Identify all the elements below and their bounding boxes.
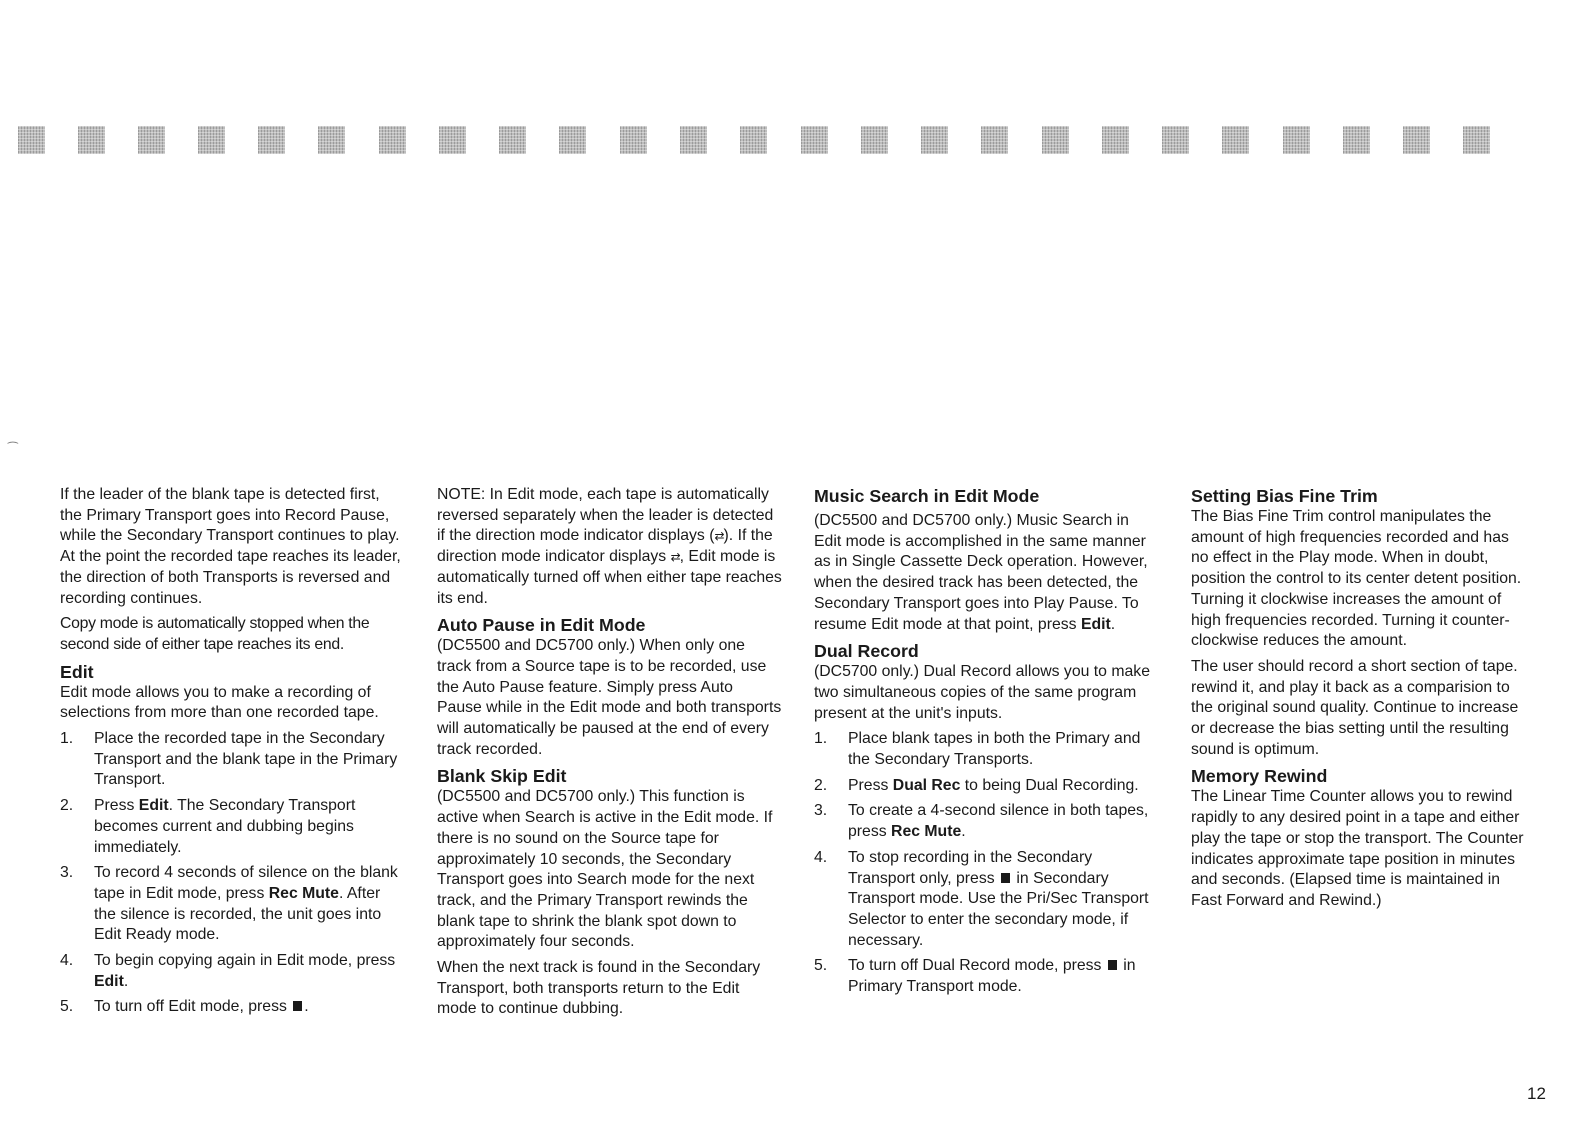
decor-square bbox=[740, 126, 767, 154]
decor-square bbox=[559, 126, 586, 154]
decor-square bbox=[499, 126, 526, 154]
music-search-paragraph bbox=[814, 511, 1159, 635]
column-3 bbox=[814, 485, 1159, 1003]
step-text: To turn off Edit mode, press bbox=[94, 998, 292, 1016]
decor-square bbox=[1162, 126, 1189, 154]
edit-key-label: Edit bbox=[138, 797, 169, 815]
memory-rewind-heading: Memory Rewind bbox=[1191, 766, 1328, 787]
step-text: . After the silence is recorded, the unit goes into Edit Ready mode. bbox=[94, 884, 382, 944]
decor-square bbox=[801, 126, 828, 154]
decor-square bbox=[861, 126, 888, 154]
rec-mute-key-label: Rec Mute bbox=[268, 884, 339, 902]
step-number: 4. bbox=[60, 952, 74, 970]
list-item bbox=[60, 729, 405, 791]
list-item bbox=[60, 863, 405, 946]
edit-heading: Edit bbox=[60, 661, 94, 682]
decor-square bbox=[1283, 126, 1310, 154]
column-1 bbox=[60, 485, 405, 1023]
blank-skip-paragraph-2: When the next track is found in the Secondary Transport, both transports return to the Edit mode to continue dubbing. bbox=[437, 959, 761, 1018]
step-text: in Primary Transport mode. bbox=[848, 957, 1136, 996]
column-4 bbox=[1191, 485, 1526, 917]
dual-record-heading: Dual Record bbox=[814, 641, 919, 662]
step-text: To stop recording in the Secondary Transport only, press bbox=[848, 848, 1093, 887]
decor-square bbox=[198, 126, 225, 154]
step-text: To create a 4-second silence in both tapes, press bbox=[848, 802, 1149, 841]
stop-icon bbox=[1108, 960, 1117, 970]
decor-square bbox=[138, 126, 165, 154]
dual-record-steps-list bbox=[814, 729, 1159, 997]
header-square-strip bbox=[0, 0, 1571, 160]
list-item bbox=[60, 796, 405, 858]
decor-square bbox=[379, 126, 406, 154]
step-text: To turn off Dual Record mode, press bbox=[848, 957, 1106, 975]
decor-square bbox=[1343, 126, 1370, 154]
decor-square bbox=[258, 126, 285, 154]
step-number: 3. bbox=[60, 864, 74, 882]
music-search-text: (DC5500 and DC5700 only.) Music Search in Edit mode is accomplished in the same manner as in Single Cassette Deck operation. However, when the desired track has been detected, the Secondary Transport goes into Play Pause. To resume Edit mode at that point, press bbox=[814, 512, 1148, 633]
auto-pause-heading: Auto Pause in Edit Mode bbox=[437, 615, 646, 636]
decor-square bbox=[1463, 126, 1490, 154]
scan-mark: ⁀ bbox=[8, 442, 18, 456]
step-text: . bbox=[123, 972, 129, 990]
step-text: To record 4 seconds of silence on the blank tape in Edit mode, press bbox=[94, 864, 398, 902]
note-text: ). If the direction mode indicator displays bbox=[437, 527, 773, 566]
step-text: . bbox=[304, 998, 309, 1016]
edit-key-label: Edit bbox=[94, 972, 124, 990]
blank-skip-paragraph: (DC5500 and DC5700 only.) This function is active when Search is active in the Edit mode. If there is no sound on the Source tape for approximately 10 seconds, the Secondary Transport goes into Search mode for the next track, and the Primary Transport rewinds the blank tape to shrink the blank spot down to approximately four seconds. bbox=[437, 788, 773, 951]
edit-steps-list bbox=[60, 729, 405, 1018]
dual-record-paragraph: (DC5700 only.) Dual Record allows you to make two simultaneous copies of the same program present at the unit's inputs. bbox=[814, 663, 1150, 722]
decor-square bbox=[1042, 126, 1069, 154]
bias-fine-trim-paragraph: The Bias Fine Trim control manipulates the amount of high frequencies recorded and has no effect in the Play mode. When in doubt, position the control to its center detent position. Turning it clockwise increases the amount of high frequencies recorded. Turning it counter-clockwise reduces the amount. bbox=[1191, 508, 1522, 650]
step-number: 1. bbox=[60, 730, 74, 748]
list-item bbox=[60, 951, 405, 992]
step-text: . The Secondary Transport becomes current and dubbing begins immediately. bbox=[94, 797, 356, 856]
copy-mode-paragraph: If the leader of the blank tape is detected first, the Primary Transport goes into Record Pause, while the Secondary Transport continues to play. At the point the recorded tape reaches its leader, the direction of both Transports is reversed and recording continues. bbox=[60, 486, 401, 607]
step-number: 2. bbox=[814, 776, 828, 794]
step-text: in Secondary Transport mode. Use the Pri/Sec Transport Selector to enter the secondary mode, if necessary. bbox=[848, 869, 1149, 949]
decor-square bbox=[78, 126, 105, 154]
page-number: 12 bbox=[1527, 1084, 1546, 1103]
decor-square bbox=[1222, 126, 1249, 154]
rec-mute-key-label: Rec Mute bbox=[891, 823, 962, 841]
column-2 bbox=[437, 485, 782, 1025]
step-number: 1. bbox=[814, 730, 828, 748]
step-number: 2. bbox=[60, 797, 74, 815]
step-text: Place the recorded tape in the Secondary Transport and the blank tape in the Primary Transport. bbox=[94, 730, 398, 789]
list-item bbox=[60, 997, 405, 1018]
decor-square bbox=[620, 126, 647, 154]
list-item bbox=[814, 801, 1159, 842]
step-text: . bbox=[961, 823, 966, 841]
direction-indicator-icon: ⇄ bbox=[714, 529, 724, 544]
list-item bbox=[814, 848, 1159, 952]
decor-square bbox=[680, 126, 707, 154]
note-text: NOTE: In Edit mode, each tape is automatically reversed separately when the leader is detected if the direction mode indicator displays ( bbox=[437, 486, 774, 545]
auto-pause-paragraph: (DC5500 and DC5700 only.) When only one track from a Source tape is to be recorded, use the Auto Pause feature. Simply press Auto Pause while in the Edit mode and both transports will automatically be paused at the end of every track recorded. bbox=[437, 637, 782, 758]
stop-icon bbox=[293, 1001, 302, 1011]
list-item bbox=[814, 956, 1159, 997]
step-text: to being Dual Recording. bbox=[960, 776, 1139, 794]
edit-intro: Edit mode allows you to make a recording of selections from more than one recorded tape. bbox=[60, 683, 379, 722]
copy-mode-stop-paragraph: Copy mode is automatically stopped when the second side of either tape reaches its end. bbox=[60, 615, 370, 653]
dual-rec-key-label: Dual Rec bbox=[892, 776, 961, 794]
step-number: 5. bbox=[814, 957, 828, 975]
decor-square bbox=[1403, 126, 1430, 154]
stop-icon bbox=[1001, 873, 1010, 883]
direction-indicator-icon: ⇄ bbox=[670, 550, 680, 565]
edit-key-label: Edit bbox=[1080, 615, 1111, 633]
step-number: 3. bbox=[814, 802, 828, 820]
decor-square bbox=[1102, 126, 1129, 154]
note-paragraph bbox=[437, 485, 782, 609]
blank-skip-heading: Blank Skip Edit bbox=[437, 766, 567, 787]
decor-square bbox=[439, 126, 466, 154]
music-search-text: . bbox=[1110, 615, 1116, 633]
step-text: Press bbox=[848, 776, 893, 794]
music-search-heading: Music Search in Edit Mode bbox=[814, 486, 1040, 506]
memory-rewind-paragraph: The Linear Time Counter allows you to rewind rapidly to any desired point in a tape and either play the tape or stop the transport. The Counter indicates approximate tape position in minutes and seconds. (Elapsed time is maintained in Fast Forward and Rewind.) bbox=[1191, 788, 1524, 909]
decor-square bbox=[921, 126, 948, 154]
decor-square bbox=[981, 126, 1008, 154]
decor-square bbox=[318, 126, 345, 154]
step-number: 5. bbox=[60, 998, 74, 1016]
step-text: To begin copying again in Edit mode, press bbox=[94, 952, 396, 970]
note-text: , Edit mode is automatically turned off when either tape reaches its end. bbox=[437, 548, 782, 607]
list-item bbox=[814, 776, 1159, 797]
list-item bbox=[814, 729, 1159, 770]
step-number: 4. bbox=[814, 848, 828, 866]
step-text: Place blank tapes in both the Primary and the Secondary Transports. bbox=[848, 730, 1141, 769]
step-text: Press bbox=[94, 797, 139, 815]
bias-fine-trim-heading: Setting Bias Fine Trim bbox=[1191, 486, 1378, 506]
decor-square bbox=[18, 126, 45, 154]
bias-fine-trim-paragraph-2: The user should record a short section of tape. rewind it, and play it back as a comparision to the original sound quality. Continue to increase or decrease the bias setting until the resulting sound is optimum. bbox=[1191, 657, 1519, 758]
